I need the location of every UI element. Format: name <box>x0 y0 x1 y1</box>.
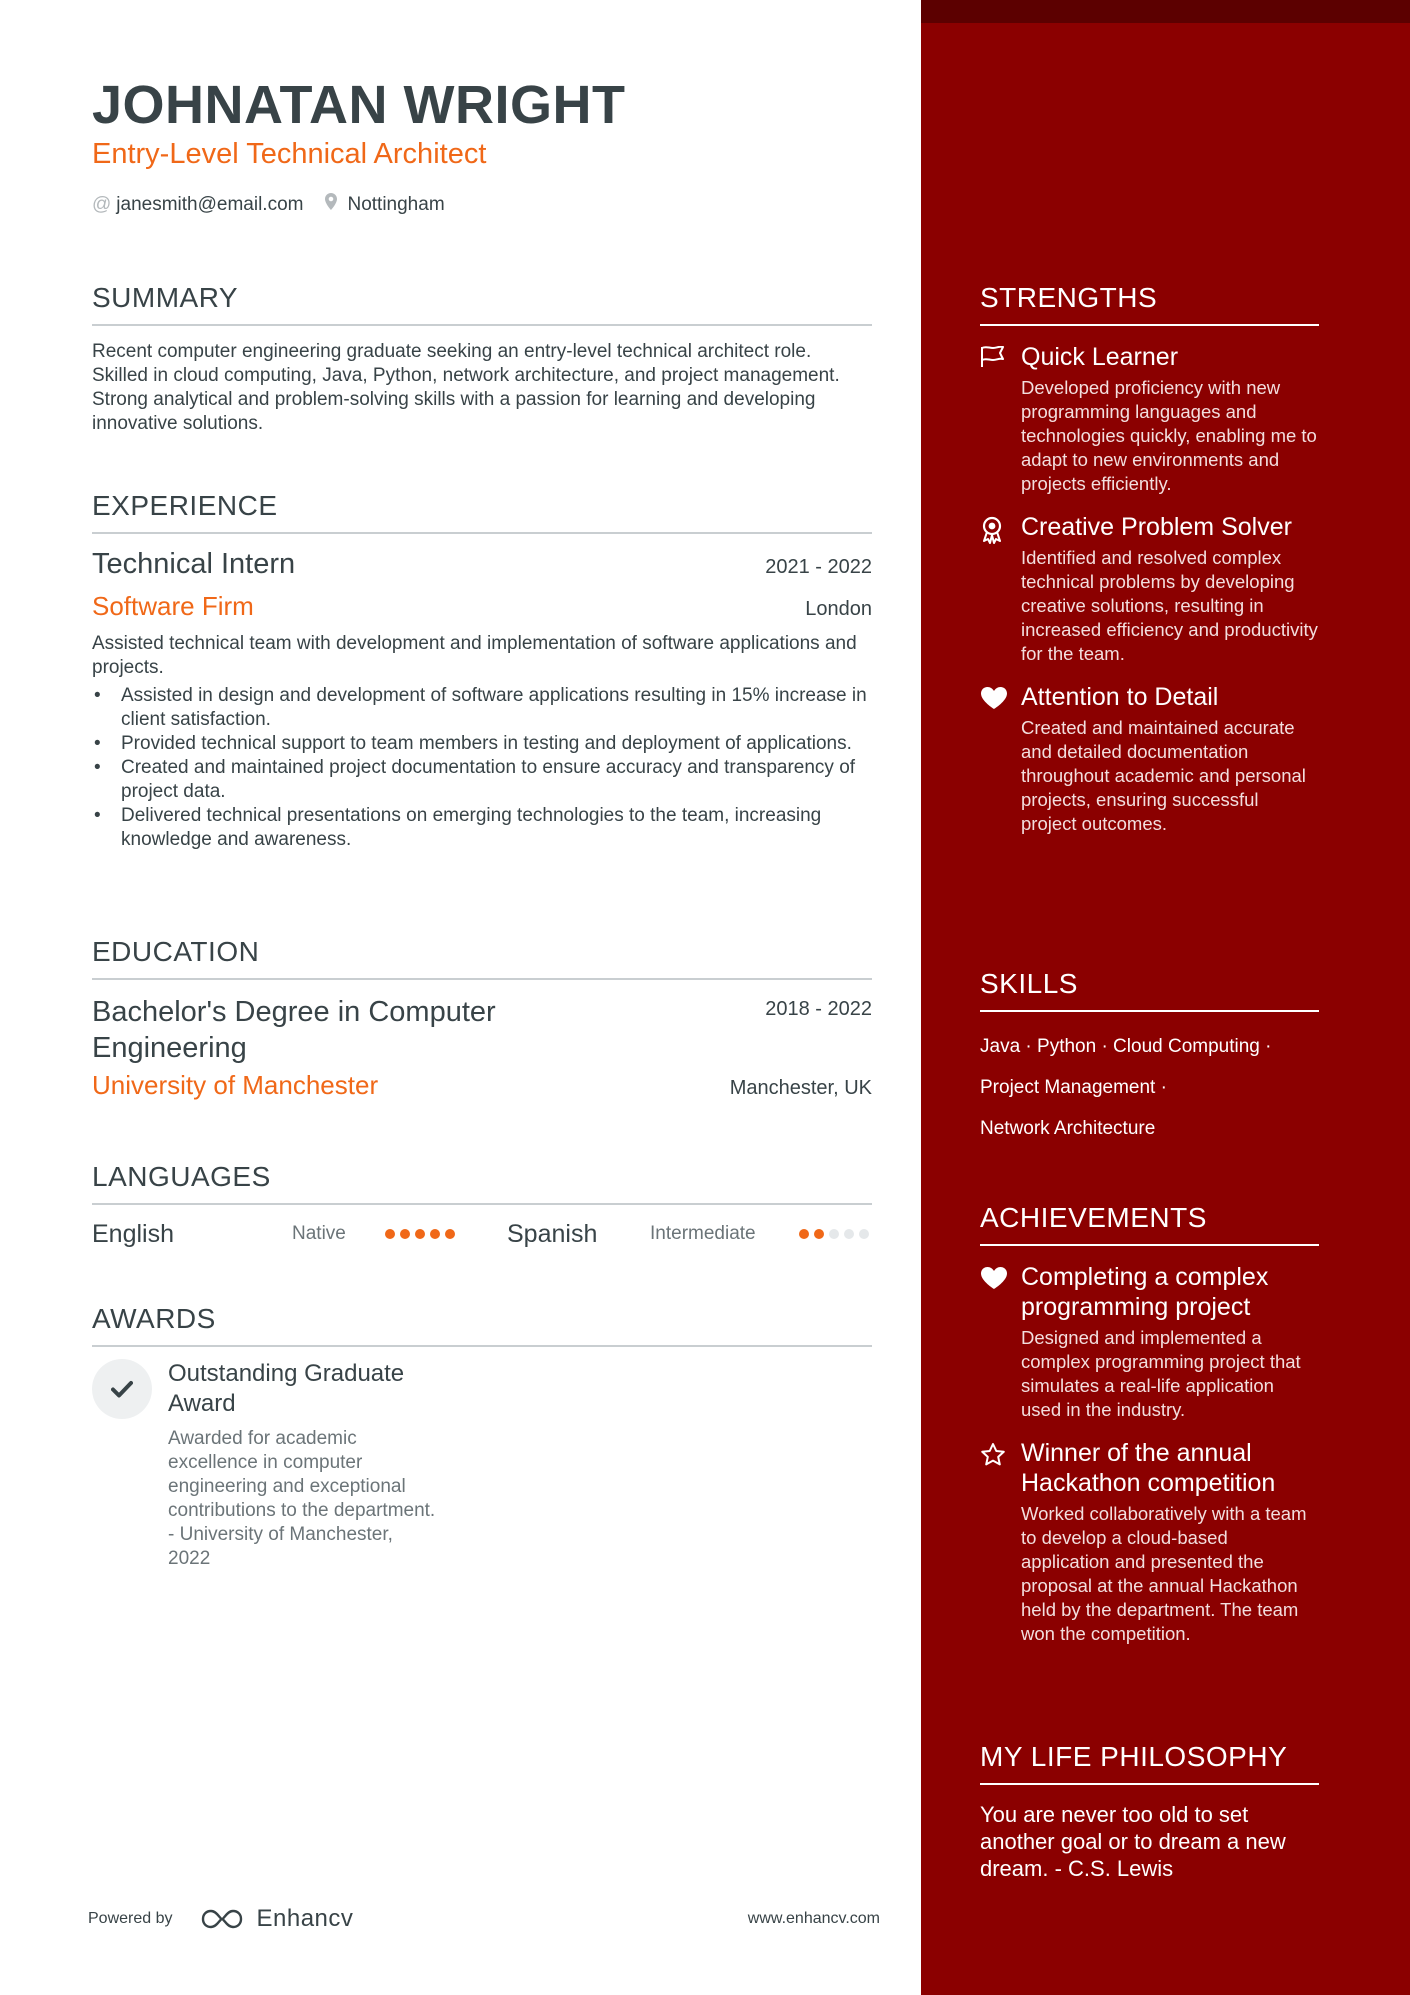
strength-title: Attention to Detail <box>1021 683 1219 711</box>
strength-title: Quick Learner <box>1021 343 1179 371</box>
sidebar-top-bar <box>921 0 1410 23</box>
checkmark-icon <box>111 1380 133 1398</box>
summary-section <box>92 282 872 436</box>
achievement-title: Completing a complex programming project <box>1021 1263 1269 1321</box>
strength-item <box>980 512 1319 666</box>
experience-bullets <box>92 684 872 852</box>
proficiency-dot-filled <box>799 1229 809 1239</box>
proficiency-dot-filled <box>400 1229 410 1239</box>
languages-heading: LANGUAGES <box>92 1161 872 1205</box>
footer <box>88 1902 880 1936</box>
achievement-item <box>980 1262 1319 1422</box>
achievement-description: Worked collaboratively with a team to develop a cloud-based application and presented the proposal at the annual Hackathon held by the department. The team won the competition. <box>1021 1503 1307 1644</box>
skills-line: Project Management · <box>980 1077 1167 1098</box>
experience-location: London <box>805 598 872 620</box>
strength-description: Identified and resolved complex technical problems by developing creative solutions, resulting in increased efficiency and productivity for the team. <box>1021 547 1318 664</box>
strength-body <box>1021 512 1319 666</box>
language-level: Intermediate <box>650 1223 756 1244</box>
experience-heading: EXPERIENCE <box>92 490 872 534</box>
languages-row <box>92 1217 872 1251</box>
powered-by-label: Powered by <box>88 1910 173 1927</box>
strengths-section <box>980 282 1319 836</box>
summary-text: Recent computer engineering graduate seeking an entry-level technical architect role. Skilled in cloud computing, Java, Python, network architecture, and project management. Strong analytical and problem-solving skills with a passion for learning and developing innovative solutions. <box>92 341 840 434</box>
proficiency-dot-filled <box>445 1229 455 1239</box>
contact-info <box>92 193 445 216</box>
achievements-heading: ACHIEVEMENTS <box>980 1202 1319 1246</box>
powered-by <box>88 1905 353 1933</box>
medal-icon <box>980 512 1008 666</box>
proficiency-dot-empty <box>844 1229 854 1239</box>
proficiency-dot-filled <box>814 1229 824 1239</box>
proficiency-dot-empty <box>829 1229 839 1239</box>
strengths-heading: STRENGTHS <box>980 282 1319 326</box>
experience-role-row <box>92 548 872 581</box>
experience-dates: 2021 - 2022 <box>765 556 872 578</box>
strength-item <box>980 342 1319 496</box>
at-icon: @ <box>92 193 112 215</box>
award-item <box>92 1359 872 1571</box>
brand-logo[interactable] <box>199 1905 354 1933</box>
skills-line: Network Architecture <box>980 1118 1156 1139</box>
strength-body <box>1021 682 1319 836</box>
language-level: Native <box>292 1223 346 1244</box>
language-proficiency-dots <box>385 1229 507 1239</box>
achievement-body <box>1021 1438 1319 1646</box>
brand-name: Enhancv <box>256 1905 354 1932</box>
education-location: Manchester, UK <box>729 1077 872 1099</box>
experience-bullet: • Assisted in design and development of software applications resulting in 15% increase in client satisfaction. <box>92 684 872 732</box>
language-name: English <box>92 1219 174 1248</box>
strength-title: Creative Problem Solver <box>1021 513 1292 541</box>
experience-bullet: • Created and maintained project documentation to ensure accuracy and transparency of project data. <box>92 756 872 804</box>
skills-heading: SKILLS <box>980 968 1319 1012</box>
achievement-item <box>980 1438 1319 1646</box>
language-proficiency-dots <box>799 1229 869 1239</box>
proficiency-dot-filled <box>415 1229 425 1239</box>
education-school: University of Manchester <box>92 1070 379 1100</box>
education-degree-row <box>92 994 872 1066</box>
infinity-logo-icon <box>199 1907 245 1931</box>
skills-line: Java · Python · Cloud Computing · <box>980 1036 1272 1057</box>
experience-bullet: • Delivered technical presentations on emerging technologies to the team, increasing knowledge and awareness. <box>92 804 872 852</box>
candidate-title: Entry-Level Technical Architect <box>92 138 487 170</box>
award-body <box>168 1359 438 1571</box>
awards-section <box>92 1303 872 1571</box>
strength-body <box>1021 342 1319 496</box>
award-title: Outstanding Graduate Award <box>168 1360 405 1417</box>
philosophy-quote: You are never too old to set another goal or to dream a new dream. - C.S. Lewis <box>980 1802 1286 1881</box>
summary-heading: SUMMARY <box>92 282 872 326</box>
education-heading: EDUCATION <box>92 936 872 980</box>
location-pin-icon <box>325 193 337 216</box>
email-link[interactable]: janesmith@email.com <box>116 193 304 215</box>
experience-section <box>92 490 872 852</box>
education-section <box>92 936 872 1101</box>
skills-list <box>980 1026 1319 1149</box>
philosophy-section <box>980 1741 1319 1882</box>
achievement-body <box>1021 1262 1319 1422</box>
achievements-section <box>980 1202 1319 1646</box>
location-text: Nottingham <box>347 193 445 215</box>
award-badge <box>92 1359 152 1419</box>
sidebar-column <box>921 0 1410 1995</box>
languages-section <box>92 1161 872 1251</box>
strength-description: Created and maintained accurate and detailed documentation throughout academic and personal projects, ensuring successful project outcomes. <box>1021 717 1306 834</box>
heart-icon <box>980 1262 1008 1422</box>
education-dates: 2018 - 2022 <box>765 998 872 1020</box>
candidate-name: JOHNATAN WRIGHT <box>92 75 626 135</box>
experience-company-row <box>92 591 872 622</box>
experience-company: Software Firm <box>92 591 254 621</box>
proficiency-dot-empty <box>859 1229 869 1239</box>
philosophy-heading: MY LIFE PHILOSOPHY <box>980 1741 1319 1785</box>
achievement-title: Winner of the annual Hackathon competition <box>1021 1439 1276 1497</box>
award-description: Awarded for academic excellence in computer engineering and exceptional contributions to the department. - University of Manchester, 2022 <box>168 1428 436 1569</box>
heart-icon <box>980 682 1008 836</box>
strength-item <box>980 682 1319 836</box>
experience-description: Assisted technical team with development and implementation of software applications and projects. <box>92 633 857 678</box>
achievement-description: Designed and implemented a complex programming project that simulates a real-life application used in the industry. <box>1021 1327 1301 1420</box>
flag-icon <box>980 342 1008 496</box>
experience-role: Technical Intern <box>92 548 296 580</box>
skills-section <box>980 968 1319 1149</box>
experience-bullet: • Provided technical support to team members in testing and deployment of applications. <box>92 732 872 756</box>
strength-description: Developed proficiency with new programming languages and technologies quickly, enabling me to adapt to new environments and projects efficiently. <box>1021 377 1317 494</box>
awards-heading: AWARDS <box>92 1303 872 1347</box>
language-name: Spanish <box>507 1219 598 1248</box>
proficiency-dot-filled <box>385 1229 395 1239</box>
proficiency-dot-filled <box>430 1229 440 1239</box>
education-degree: Bachelor's Degree in Computer Engineering <box>92 996 496 1064</box>
star-icon <box>980 1438 1008 1646</box>
education-school-row <box>92 1070 872 1101</box>
website-link[interactable]: www.enhancv.com <box>747 1910 880 1927</box>
